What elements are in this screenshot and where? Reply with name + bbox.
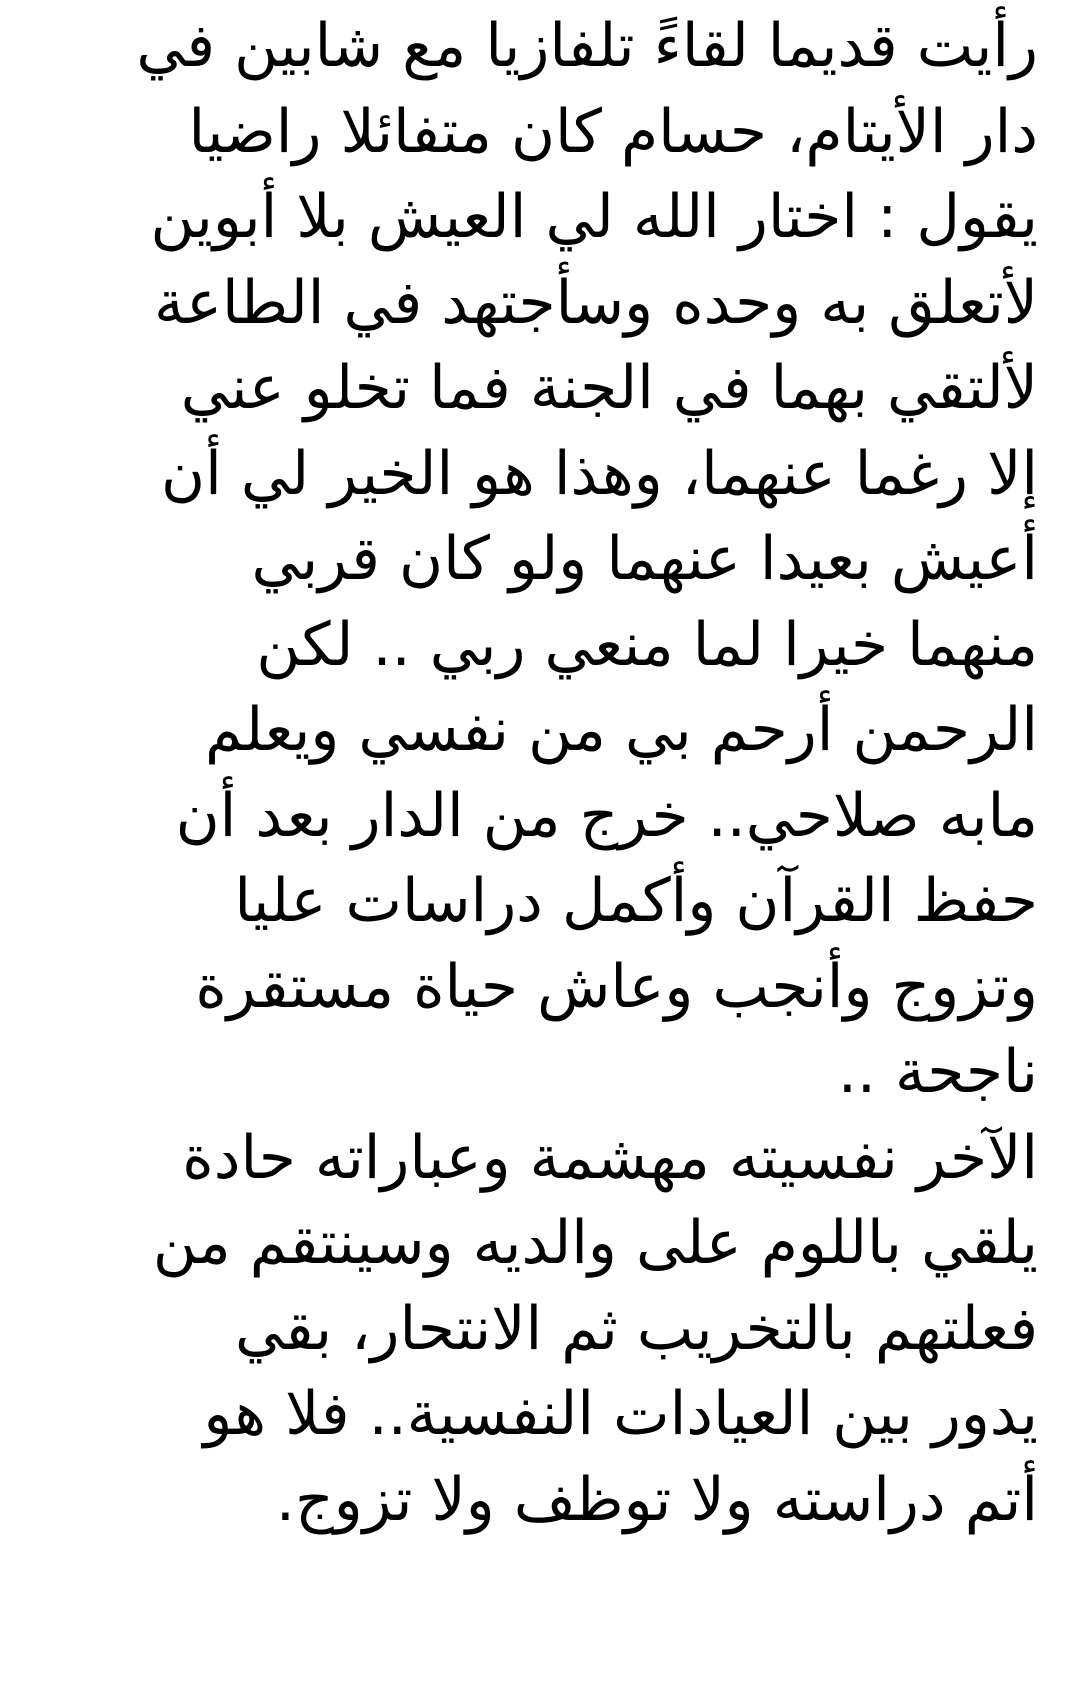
text-line-12: وتزوج وأنجب وعاش حياة مستقرة [195, 951, 1038, 1022]
text-line-13: ناجحة .. [837, 1037, 1038, 1107]
text-line-4: لأتعلق به وحده وسأجتهد في الطاعة [154, 267, 1038, 338]
text-line-10: مابه صلاحي.. خرج من الدار بعد أن [175, 780, 1038, 851]
text-line-5: لألتقي بهما في الجنة فما تخلو عني [180, 353, 1038, 423]
text-line-11: حفظ القرآن وأكمل دراسات عليا [234, 866, 1038, 936]
text-line-9: الرحمن أرحم بي من نفسي ويعلم [204, 695, 1038, 765]
text-line-8: منهما خيرا لما منعي ربي .. لكن [256, 609, 1038, 680]
text-line-1: رأيت قديما لقاءً تلفازيا مع شابين في [136, 11, 1038, 81]
article-text [42, 4, 1038, 1543]
text-line-3: يقول : اختار الله لي العيش بلا أبوين [150, 182, 1038, 252]
text-line-14: الآخر نفسيته مهشمة وعباراته حادة [182, 1122, 1038, 1193]
text-line-17: يدور بين العيادات النفسية.. فلا هو [203, 1379, 1038, 1449]
text-line-16: فعلتهم بالتخريب ثم الانتحار، بقي [234, 1293, 1038, 1364]
text-line-2: دار الأيتام، حسام كان متفائلا راضيا [188, 96, 1038, 167]
text-line-18: أتم دراسته ولا توظف ولا تزوج. [275, 1464, 1038, 1535]
text-line-7: أعيش بعيدا عنهما ولو كان قربي [251, 524, 1038, 594]
text-line-6: إلا رغما عنهما، وهذا هو الخير لي أن [161, 438, 1038, 509]
text-line-15: يلقي باللوم على والديه وسينتقم من [152, 1208, 1038, 1278]
